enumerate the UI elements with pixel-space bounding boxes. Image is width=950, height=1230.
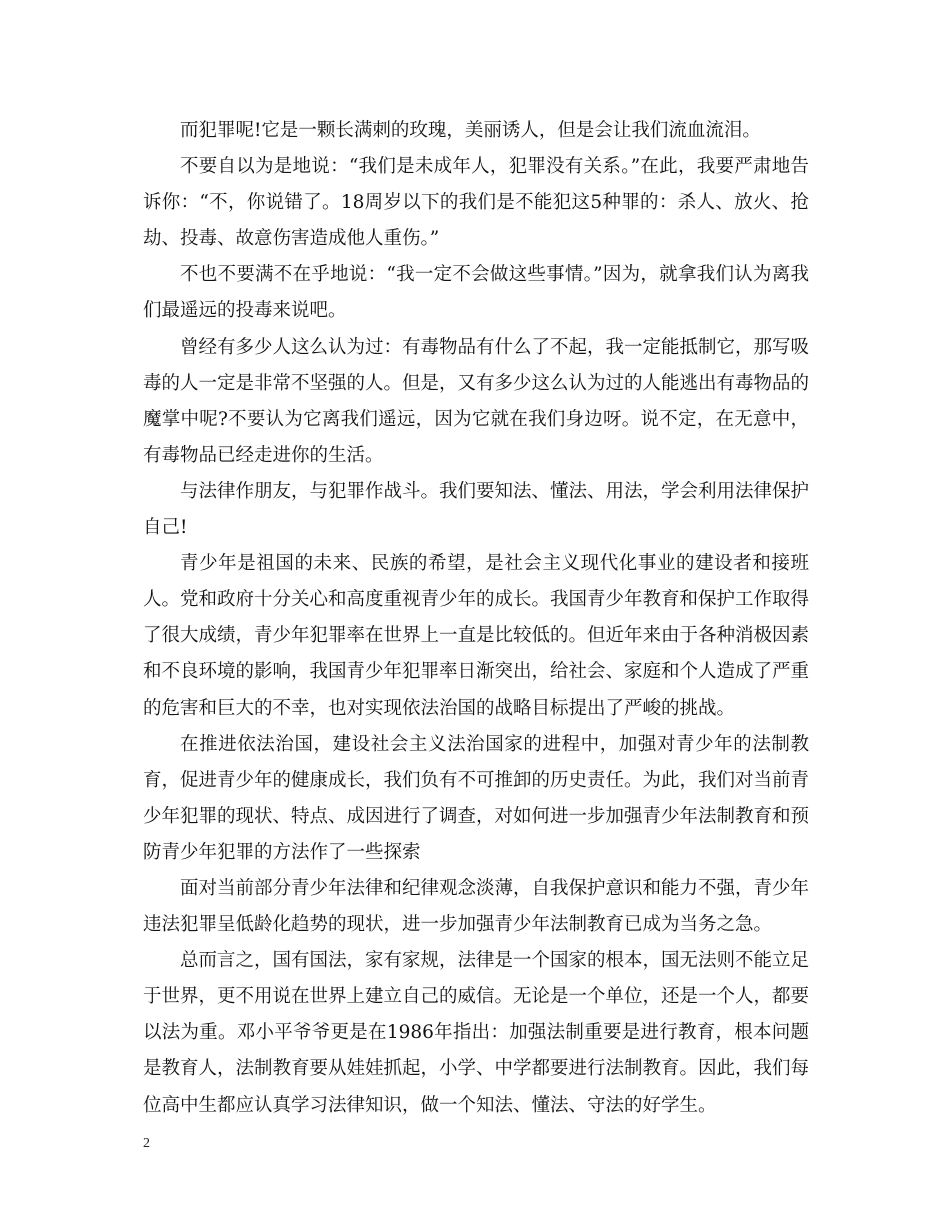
paragraph: 与法律作朋友，与犯罪作战斗。我们要知法、懂法、用法，学会利用法律保护自己! bbox=[143, 480, 810, 539]
paragraph: 不也不要满不在乎地说：“我一定不会做这些事情。”因为，就拿我们认为离我们最遥远的投毒来说吧。 bbox=[143, 264, 809, 322]
paragraph: 曾经有多少人这么认为过：有毒物品有什么了不起，我一定能抵制它，那写吸毒的人一定是非常不坚强的人。但是，又有多少这么认为过的人能逃出有毒物品的魔掌中呢?不要认为它离我们遥远，因为它就在我们身边呀。说不定，在无意中，有毒物品已经走进你的生活。 bbox=[143, 336, 810, 466]
paragraph: 而犯罪呢!它是一颗长满刺的玫瑰，美丽诱人，但是会让我们流血流泪。 bbox=[180, 120, 761, 141]
document-body bbox=[143, 113, 809, 1124]
paragraph: 总而言之，国有国法，家有家规，法律是一个国家的根本，国无法则不能立足于世界，更不用说在世界上建立自己的威信。无论是一个单位，还是一个人，都要以法为重。邓小平爷爷更是在1986年指出：加强法制重要是进行教育，根本问题是教育人，法制教育要从娃娃抓起，小学、中学都要进行法制教育。因此，我们每位高中生都应认真学习法律知识，做一个知法、懂法、守法的好学生。 bbox=[143, 950, 810, 1116]
paragraph: 面对当前部分青少年法律和纪律观念淡薄，自我保护意识和能力不强，青少年违法犯罪呈低龄化趋势的现状，进一步加强青少年法制教育已成为当务之急。 bbox=[143, 877, 810, 936]
paragraph: 不要自以为是地说：“我们是未成年人，犯罪没有关系。”在此，我要严肃地告诉你：“不，你说错了。18周岁以下的我们是不能犯这5种罪的：杀人、放火、抢劫、投毒、故意伤害造成他人重伤。” bbox=[143, 156, 809, 250]
page-number: 2 bbox=[143, 1136, 150, 1151]
paragraph: 在推进依法治国，建设社会主义法治国家的进程中，加强对青少年的法制教育，促进青少年的健康成长，我们负有不可推卸的历史责任。为此，我们对当前青少年犯罪的现状、特点、成因进行了调查，对如何进一步加强青少年法制教育和预防青少年犯罪的方法作了一些探索 bbox=[143, 733, 810, 863]
paragraph: 青少年是祖国的未来、民族的希望，是社会主义现代化事业的建设者和接班人。党和政府十分关心和高度重视青少年的成长。我国青少年教育和保护工作取得了很大成绩，青少年犯罪率在世界上一直是比较低的。但近年来由于各种消极因素和不良环境的影响，我国青少年犯罪率日渐突出，给社会、家庭和个人造成了严重的危害和巨大的不幸，也对实现依法治国的战略目标提出了严峻的挑战。 bbox=[143, 553, 810, 719]
